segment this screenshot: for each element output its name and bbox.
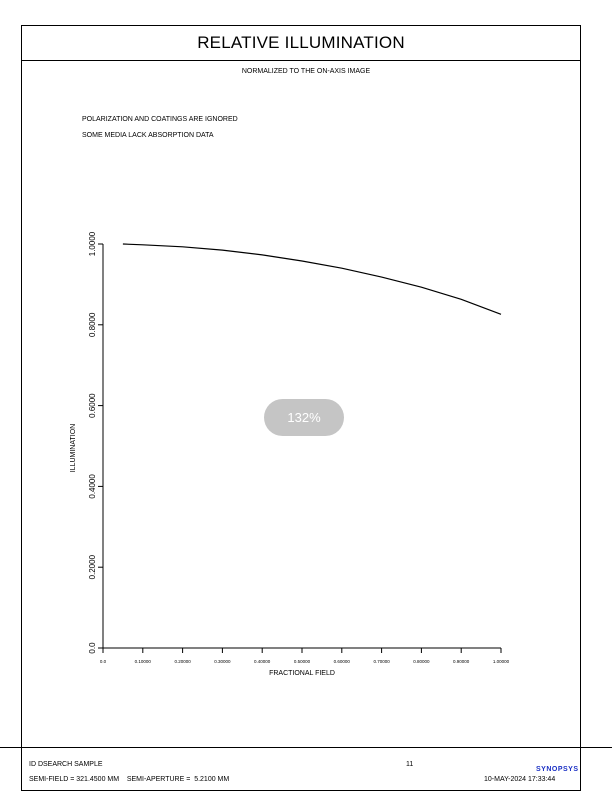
- x-tick-label: 0.30000: [214, 659, 231, 664]
- x-axis-label: FRACTIONAL FIELD: [269, 670, 335, 677]
- illumination-curve: [123, 244, 501, 314]
- timestamp: 10-MAY-2024 17:33:44: [484, 776, 556, 783]
- y-tick-label: 0.8000: [88, 312, 97, 338]
- footer-field-aperture: SEMI-FIELD = 321.4500 MM SEMI-APERTURE = 5.2100 MM: [29, 776, 230, 783]
- y-tick-label: 0.4000: [88, 474, 97, 499]
- zoom-level-indicator: 132%: [264, 399, 344, 436]
- x-tick-label: 0.70000: [373, 659, 390, 664]
- x-tick-label: 1.00000: [492, 659, 510, 664]
- footer-sample-id: ID DSEARCH SAMPLE: [29, 761, 103, 768]
- subtitle: NORMALIZED TO THE ON-AXIS IMAGE: [241, 68, 371, 75]
- x-tick-label: 0.0: [99, 659, 107, 664]
- y-tick-label: 1.0000: [88, 231, 97, 257]
- x-tick-label: 0.10000: [134, 659, 151, 664]
- y-tick-label: 0.0: [88, 642, 97, 654]
- page-number: 11: [406, 761, 414, 768]
- page-title: RELATIVE ILLUMINATION: [22, 26, 580, 61]
- footer-divider: [0, 747, 612, 748]
- x-tick-label: 0.90000: [453, 659, 470, 664]
- x-tick-label: 0.50000: [293, 659, 311, 664]
- note-polarization: POLARIZATION AND COATINGS ARE IGNORED: [82, 116, 238, 123]
- y-tick-label: 0.6000: [88, 393, 97, 418]
- x-tick-label: 0.20000: [174, 659, 191, 664]
- y-axis-label: ILLUMINATION: [70, 423, 77, 473]
- y-tick-label: 0.2000: [88, 554, 97, 580]
- x-tick-label: 0.80000: [413, 659, 430, 664]
- x-tick-label: 0.60000: [333, 659, 350, 664]
- note-absorption: SOME MEDIA LACK ABSORPTION DATA: [82, 132, 214, 139]
- synopsys-logo: SYNOPSYS: [536, 766, 579, 773]
- x-tick-label: 0.40000: [254, 659, 271, 664]
